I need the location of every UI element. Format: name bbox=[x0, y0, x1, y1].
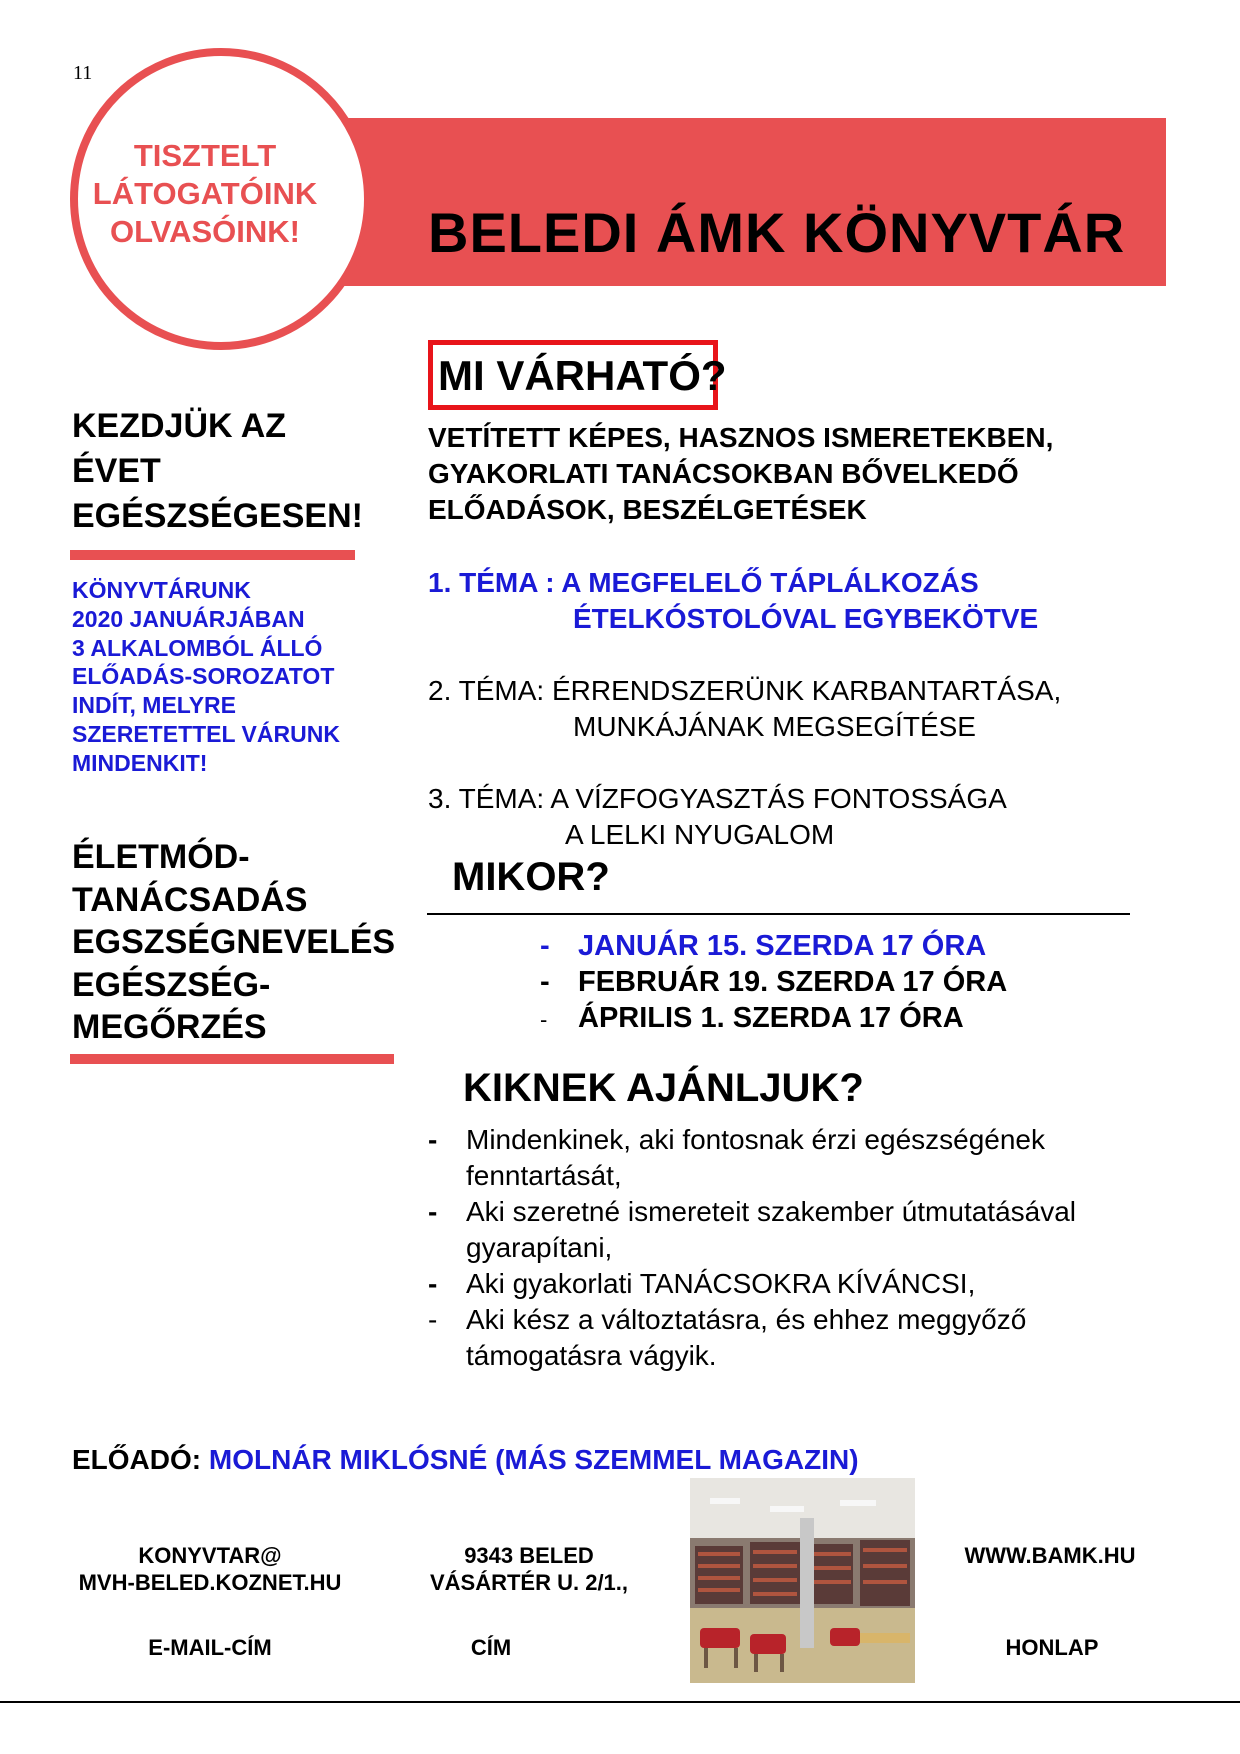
audience-item bbox=[428, 1266, 1148, 1302]
address-label: CÍM bbox=[470, 1635, 512, 1660]
sidebar-topics bbox=[72, 836, 395, 1049]
sidebar-divider bbox=[70, 1054, 394, 1064]
audience-text: Aki gyakorlati TANÁCSOKRA KÍVÁNCSI, bbox=[466, 1268, 976, 1299]
audience-dash: - bbox=[428, 1196, 438, 1227]
audience-item bbox=[428, 1194, 1148, 1266]
sidebar-intro-line: SZERETETTEL VÁRUNK bbox=[72, 720, 340, 747]
greeting-line: TISZTELT bbox=[133, 138, 277, 173]
page-number: 11 bbox=[73, 62, 93, 84]
sidebar-topic-line: EGÉSZSÉG- bbox=[72, 965, 271, 1004]
audience-dash: - bbox=[428, 1124, 438, 1155]
topic-label: 3. TÉMA: A VÍZFOGYASZTÁS FONTOSSÁGA bbox=[428, 783, 1007, 814]
website-label: HONLAP bbox=[1005, 1635, 1099, 1660]
audience-text: Mindenkinek, aki fontosnak érzi egészségének fenntartását, bbox=[466, 1124, 1046, 1191]
greeting-line: LÁTOGATÓINK bbox=[92, 176, 318, 211]
sidebar-topic-line: EGSZSÉGNEVELÉS bbox=[72, 923, 396, 961]
sidebar-heading-line: EGÉSZSÉGESEN! bbox=[72, 497, 363, 535]
address-line: VÁSÁRTÉR U. 2/1., bbox=[429, 1570, 629, 1595]
sidebar-intro-line: ELŐADÁS-SOROZATOT bbox=[72, 663, 335, 690]
sidebar-intro-line: 3 ALKALOMBÓL ÁLLÓ bbox=[72, 634, 323, 661]
when-title: MIKOR? bbox=[452, 855, 610, 899]
sidebar-divider bbox=[70, 550, 355, 560]
presenter bbox=[72, 1444, 859, 1476]
bottom-rule bbox=[0, 1701, 1240, 1703]
topic-continuation: A LELKI NYUGALOM bbox=[565, 819, 835, 850]
topic-label: 2. TÉMA: ÉRRENDSZERÜNK KARBANTARTÁSA, bbox=[428, 675, 1062, 706]
presenter-name: MOLNÁR MIKLÓSNÉ (MÁS SZEMMEL MAGAZIN) bbox=[208, 1444, 859, 1475]
date-dash: - bbox=[540, 1007, 548, 1032]
sidebar-intro-line: INDÍT, MELYRE bbox=[72, 692, 237, 719]
sidebar-topic-line: TANÁCSADÁS bbox=[72, 880, 308, 919]
topic-3 bbox=[428, 781, 1007, 853]
date-item bbox=[540, 1002, 964, 1035]
description-line: GYAKORLATI TANÁCSOKBAN BŐVELKEDŐ bbox=[428, 458, 1019, 489]
date-text: JANUÁR 15. SZERDA 17 ÓRA bbox=[578, 930, 987, 962]
page-title: BELEDI ÁMK KÖNYVTÁR bbox=[428, 201, 1126, 264]
presenter-label: ELŐADÓ: bbox=[72, 1444, 202, 1475]
address-line: 9343 BELED bbox=[464, 1543, 594, 1568]
email-line: MVH-BELED.KOZNET.HU bbox=[78, 1570, 342, 1595]
address-contact bbox=[420, 1542, 638, 1596]
description-line: VETÍTETT KÉPES, HASZNOS ISMERETEKBEN, bbox=[428, 422, 1054, 453]
date-text: FEBRUÁR 19. SZERDA 17 ÓRA bbox=[578, 966, 1008, 998]
topic-continuation: MUNKÁJÁNAK MEGSEGÍTÉSE bbox=[573, 711, 976, 742]
sidebar-intro-line: 2020 JANUÁRJÁBAN bbox=[72, 605, 305, 632]
audience-dash: - bbox=[428, 1304, 438, 1335]
topic-1 bbox=[428, 565, 1038, 637]
audience-title: KIKNEK AJÁNLJUK? bbox=[463, 1066, 864, 1110]
description bbox=[428, 420, 1053, 528]
audience-text: Aki szeretné ismereteit szakember útmutatásával gyarapítani, bbox=[466, 1196, 1077, 1263]
date-text: ÁPRILIS 1. SZERDA 17 ÓRA bbox=[578, 1002, 964, 1034]
sidebar-intro bbox=[72, 576, 340, 778]
when-divider bbox=[427, 913, 1130, 915]
what-title: MI VÁRHATÓ? bbox=[438, 352, 727, 399]
sidebar-heading-line: KEZDJÜK AZ bbox=[72, 407, 287, 445]
topic-label: 1. TÉMA : A MEGFELELŐ TÁPLÁLKOZÁS bbox=[428, 567, 979, 598]
topic-continuation: ÉTELKÓSTOLÓVAL EGYBEKÖTVE bbox=[573, 603, 1039, 634]
audience-item bbox=[428, 1302, 1148, 1374]
date-item bbox=[540, 966, 1007, 999]
audience-text: Aki kész a változtatásra, és ehhez meggyőző támogatásra vágyik. bbox=[466, 1304, 1027, 1371]
topic-2 bbox=[428, 673, 1061, 745]
email-contact bbox=[70, 1542, 350, 1596]
sidebar-topic-line: ÉLETMÓD- bbox=[72, 838, 250, 876]
email-line: KONYVTAR@ bbox=[138, 1543, 282, 1568]
website-link[interactable]: WWW.BAMK.HU bbox=[964, 1543, 1136, 1568]
library-photo bbox=[690, 1478, 915, 1683]
audience-item bbox=[428, 1122, 1148, 1194]
greeting-text bbox=[80, 137, 330, 251]
sidebar-heading-line: ÉVET bbox=[72, 452, 161, 490]
greeting-line: OLVASÓINK! bbox=[109, 214, 300, 249]
sidebar-topic-line: MEGŐRZÉS bbox=[72, 1008, 267, 1046]
sidebar-intro-line: MINDENKIT! bbox=[72, 749, 208, 776]
date-dash: - bbox=[540, 930, 550, 962]
date-item bbox=[540, 930, 986, 963]
sidebar-intro-line: KÖNYVTÁRUNK bbox=[72, 577, 251, 603]
date-dash: - bbox=[540, 966, 550, 998]
description-line: ELŐADÁSOK, BESZÉLGETÉSEK bbox=[428, 494, 867, 525]
sidebar-heading bbox=[72, 404, 363, 539]
audience-dash: - bbox=[428, 1268, 438, 1299]
email-label: E-MAIL-CÍM bbox=[148, 1635, 272, 1660]
